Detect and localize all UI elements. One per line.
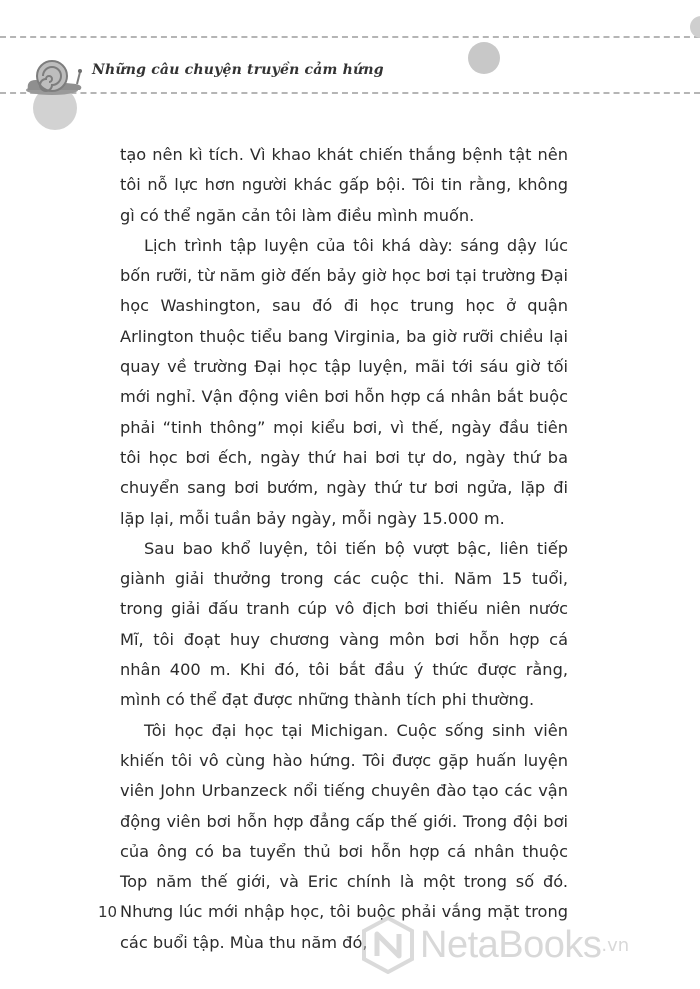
watermark xyxy=(362,915,692,975)
netabooks-logo-icon xyxy=(362,916,414,974)
running-title: Những câu chuyện truyền cảm hứng xyxy=(92,62,384,78)
page-header xyxy=(0,0,700,140)
snail-icon xyxy=(22,50,86,98)
watermark-tld: .vn xyxy=(601,934,630,956)
header-dashed-line xyxy=(0,92,700,94)
decorative-circle xyxy=(468,42,500,74)
header-dashed-line-top xyxy=(0,36,700,38)
paragraph: Tôi học đại học tại Michigan. Cuộc sống sinh viên khiến tôi vô cùng hào hứng. Tôi được gặp huấn luyện viên John Urbanzeck nổi tiếng chuyên đào tạo các vận động viên bơi hỗn hợp đẳng cấp thế giới. Trong đội bơi của ông có ba tuyển thủ bơi hỗn hợp cá nhân thuộc Top năm thế giới, và Eric chính là một trong số đó. Nhưng lúc mới nhập học, tôi buộc phải vắng mặt trong các buổi tập. Mùa thu năm đó, xyxy=(120,720,568,952)
paragraph: tạo nên kì tích. Vì khao khát chiến thắng bệnh tật nên tôi nỗ lực hơn người khác gấp bội. Tôi tin rằng, không gì có thể ngăn cản tôi làm điều mình muốn. xyxy=(120,145,568,225)
decorative-circle xyxy=(690,16,700,38)
watermark-name: NetaBooks xyxy=(420,923,602,966)
body-text xyxy=(120,140,568,958)
paragraph: Sau bao khổ luyện, tôi tiến bộ vượt bậc, liên tiếp giành giải thưởng trong các cuộc thi. Năm 15 tuổi, trong giải đấu tranh cúp vô địch bơi thiếu niên nước Mĩ, tôi đoạt huy chương vàng môn bơi hỗn hợp cá nhân 400 m. Khi đó, tôi bắt đầu ý thức được rằng, mình có thể đạt được những thành tích phi thường. xyxy=(120,538,568,710)
paragraph: Lịch trình tập luyện của tôi khá dày: sáng dậy lúc bốn rưỡi, từ năm giờ đến bảy giờ học bơi tại trường Đại học Washington, sau đó đi học trung học ở quận Arlington thuộc tiểu bang Virginia, ba giờ rưỡi chiều lại quay về trường Đại học tập luyện, mãi tới sáu giờ tối mới nghỉ. Vận động viên bơi hỗn hợp cá nhân bắt buộc phải “tinh thông” mọi kiểu bơi, vì thế, ngày đầu tiên tôi học bơi ếch, ngày thứ hai bơi tự do, ngày thứ ba chuyển sang bơi bướm, ngày thứ tư bơi ngửa, lặp đi lặp lại, mỗi tuần bảy ngày, mỗi ngày 15.000 m. xyxy=(120,235,568,528)
page-number: 10 xyxy=(98,903,118,921)
